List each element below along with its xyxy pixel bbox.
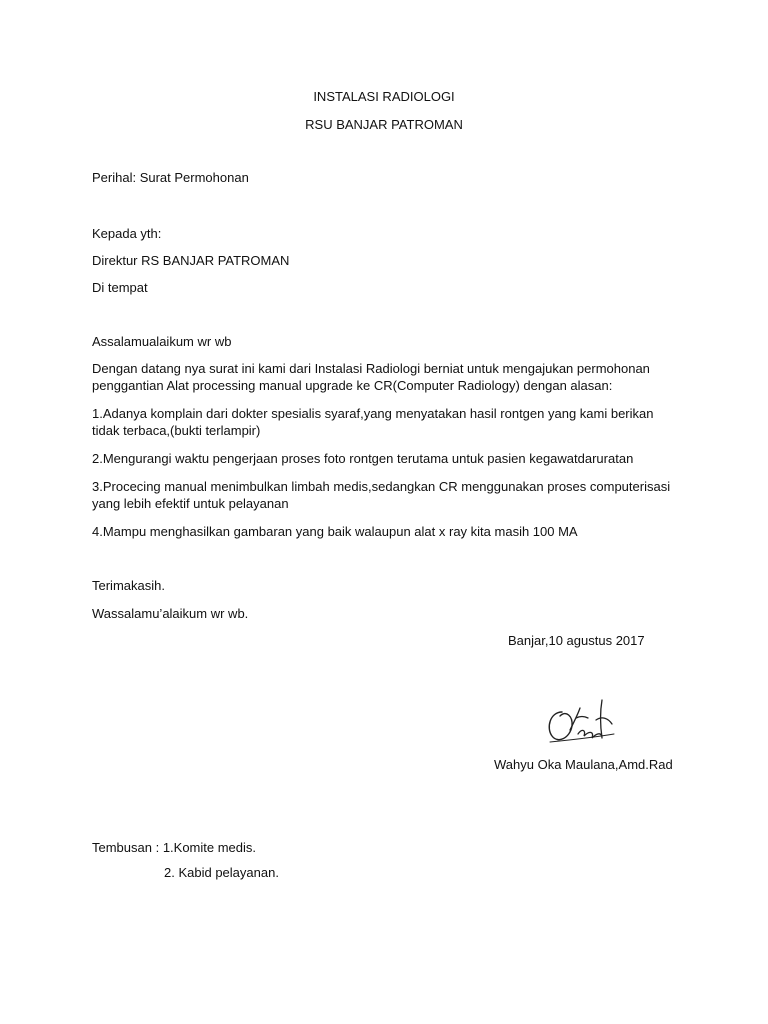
signature-image — [540, 694, 620, 750]
reason-2: 2.Mengurangi waktu pengerjaan proses foto rontgen terutama untuk pasien kegawatdaruratan — [92, 451, 634, 466]
intro-line-2: penggantian Alat processing manual upgrade ke CR(Computer Radiology) dengan alasan: — [92, 378, 613, 393]
cc-line-2: 2. Kabid pelayanan. — [164, 865, 279, 880]
recipient-name: Direktur RS BANJAR PATROMAN — [92, 253, 290, 268]
recipient-salutation: Kepada yth: — [92, 226, 162, 241]
signatory-name: Wahyu Oka Maulana,Amd.Rad — [494, 757, 673, 772]
reason-3-line-2: yang lebih efektif untuk pelayanan — [92, 496, 289, 511]
reason-3-line-1: 3.Procecing manual menimbulkan limbah medis,sedangkan CR menggunakan proses computerisasi — [92, 479, 671, 494]
subject-line: Perihal: Surat Permohonan — [92, 170, 249, 185]
closing-farewell: Wassalamu’alaikum wr wb. — [92, 606, 249, 621]
cc-line-1: Tembusan : 1.Komite medis. — [92, 840, 257, 855]
reason-1-line-1: 1.Adanya komplain dari dokter spesialis syaraf,yang menyatakan hasil rontgen yang kami berikan — [92, 406, 654, 421]
closing-thanks: Terimakasih. — [92, 578, 165, 593]
header-hospital: RSU BANJAR PATROMAN — [305, 117, 463, 132]
date-place: Banjar,10 agustus 2017 — [508, 633, 645, 648]
intro-line-1: Dengan datang nya surat ini kami dari Instalasi Radiologi berniat untuk mengajukan permohonan — [92, 361, 650, 376]
recipient-place: Di tempat — [92, 280, 148, 295]
greeting: Assalamualaikum wr wb — [92, 334, 232, 349]
reason-4: 4.Mampu menghasilkan gambaran yang baik walaupun alat x ray kita masih 100 MA — [92, 524, 578, 539]
header-institution: INSTALASI RADIOLOGI — [313, 89, 455, 104]
reason-1-line-2: tidak terbaca,(bukti terlampir) — [92, 423, 261, 438]
